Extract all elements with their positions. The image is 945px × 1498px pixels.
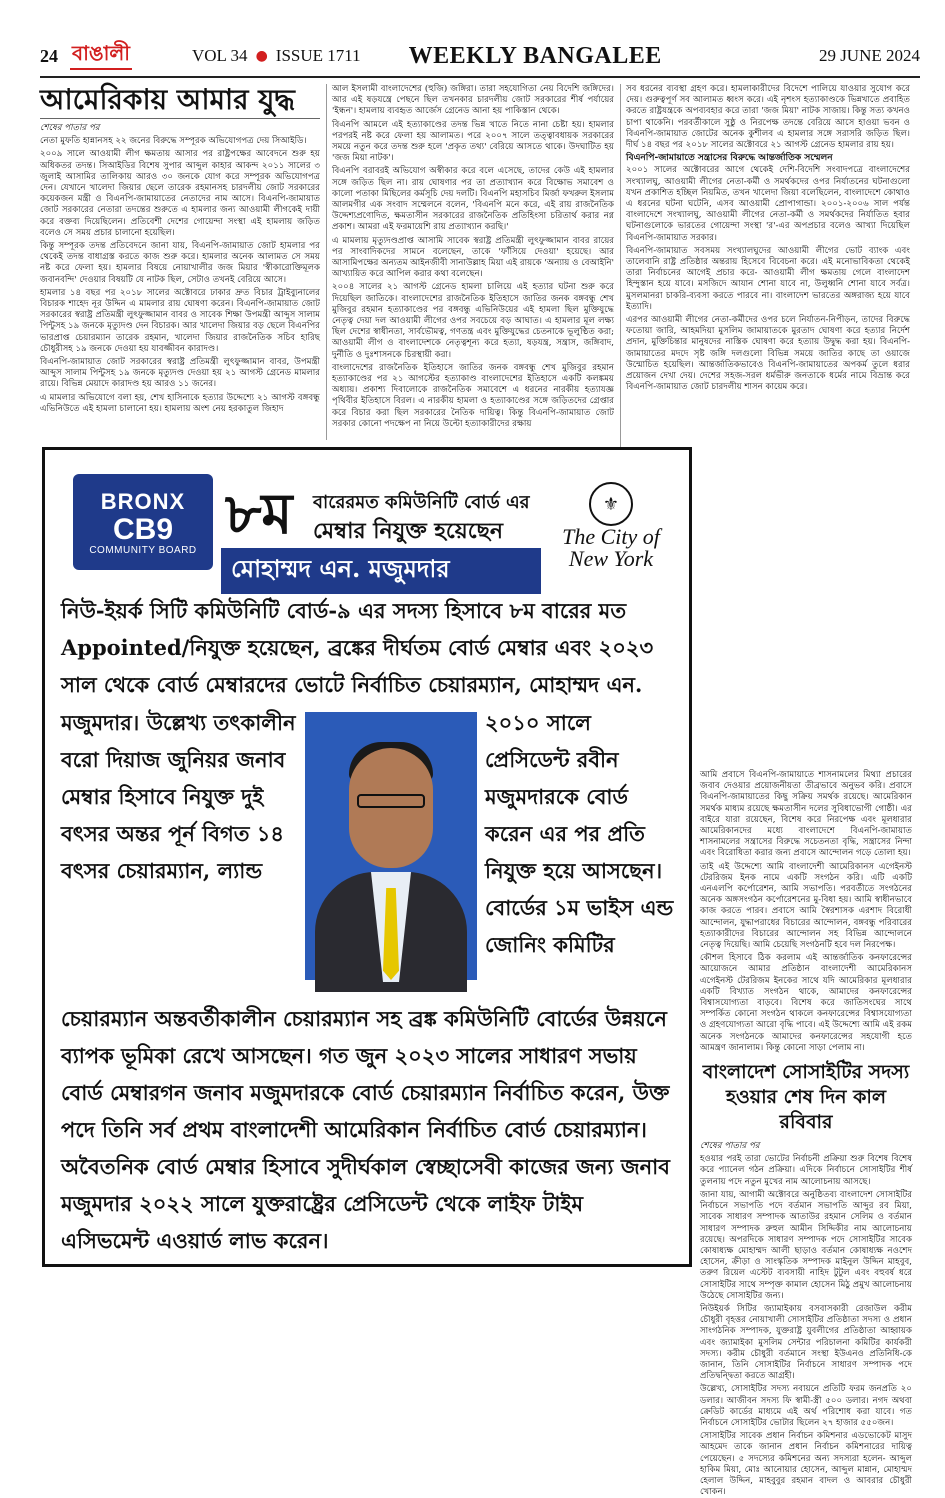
issue-label: ISSUE 1711: [275, 46, 361, 65]
banner-top-line: বারেরমত কমিউনিটি বোর্ড এর: [313, 492, 530, 513]
article1-col2: [332, 84, 614, 440]
paragraph: সব ধরনের ব্যবস্থা গ্রহণ করে। হামলাকারীদের বিদেশে পালিয়ে যাওয়ার সুযোগ করে দেয়। গুরুত্বপূর্ণ সব আলামত ধ্বংস করে। এই নৃশংস হত্যাকাণ্ডকে ভিন্নখাতে প্রবাহিত করতে রাষ্ট্রযন্ত্রকে অপব্যবহার করে তারা 'জজ মিয়া' নাটক সাজায়। কিন্তু সত্য কখনও চাপা থাকেনি। পরবর্তীকালে সুষ্ঠু ও নিরপেক্ষ তদন্তে বেরিয়ে আসে হাওয়া ভবন ও বিএনপি-জামায়াত জোটের অনেক কুশীলব এ হামলার সঙ্গে সরাসরি জড়িত ছিল। দীর্ঘ ১৪ বছর পর ২০১৮ সালের অক্টোবরে ২১ আগস্ট গ্রেনেড হামলার রায় হয়।: [626, 84, 910, 151]
paragraph: কিন্তু সম্পূরক তদন্ত প্রতিবেদনে জানা যায়, বিএনপি-জামায়াত জোট হামলার পর থেকেই তদন্ত বাধাগ্রস্ত করতে কাজ শুরু করে। হামলার অনেক আলামত সে সময় নষ্ট করে ফেলা হয়। হামলার বিষয়ে নোয়াখালীর জজ মিয়ার 'স্বীকারোক্তিমূলক জবানবন্দি' দেওয়ার বিষয়টি যে নাটক ছিল, সেটাও তখনই বেরিয়ে আসে।: [40, 241, 320, 285]
article2-title: বাংলাদেশ সোসাইটির সদস্য হওয়ার শেষ দিন কাল রবিবার: [702, 1061, 910, 1134]
paragraph: আমি প্রবাসে বিএনপি-জামায়াতে শাসনামলের মিথ্যা প্রচারের জবাব দেওয়ার প্রয়োজনীয়তা তীব্রভাবে অনুভব করি। প্রবাসে বিএনপি-জামায়াতের কিছু সক্রিয় সমর্থক রয়েছে। আমেরিকান সমর্থক মাধ্যম রয়েছে ক্ষমতাসীন দলের সুবিধাভোগী গোষ্ঠী। এর বাইরে যারা রয়েছেন, বিশেষ করে নিরপেক্ষ এবং মূলধারার আমেরিকানদের মধ্যে বাংলাদেশে বিএনপি-জামায়াত শাসনামলের সন্ত্রাসের বিরুদ্ধে সচেতনতা বৃদ্ধি, সন্ত্রাসের নিন্দা এবং বিরোধিতা করার জন্য প্রবাসে আন্দোলন গড়ে তোলা হয়।: [700, 770, 912, 859]
paragraph: বিএনপি আমলে এই হত্যাকাণ্ডের তদন্ত ভিন্ন খাতে নিতে নানা চেষ্টা হয়। হামলার পরপরই নষ্ট করে ফেলা হয় আলামত। পরে ২০০৭ সালে তত্ত্বাবধায়ক সরকারের সময়ে নতুন করে তদন্ত শুরু হলে 'প্রকৃত তথ্য' বেরিয়ে আসতে থাকে। উদঘাটিত হয় 'জজ মিয়া নাটক'।: [332, 119, 614, 164]
ad-text-left: মজুমদার। উল্লেখ্য তৎকালীন বরো দিয়াজ জুনিয়র জনাব মেম্বার হিসাবে নিযুক্ত দুই বৎসর অন্তর পূর্ন বিগত ১৪ বৎসর চেয়ারম্যান, ল্যান্ড: [61, 710, 296, 883]
nyc-seal-icon: ⚜: [589, 482, 633, 526]
paragraph: তাই এই উদ্দেশ্যে আমি বাংলাদেশী আমেরিকানস এগেইনস্ট টেররিজম ইনক নামে একটি সংগঠন করি। এটি একটি এনএলপি কর্পোরেশন, আমি সভাপতি। পরবর্তীতে সংগঠনের অনেক অঙ্গসংগঠন কর্পোরেশনের মু-বিধা হয়। আমি স্বাধীনভাবে কাজ করতে পারব। প্রবাসে আমি স্বৈরশাসক এরশাদ বিরোধী আন্দোলন, যুদ্ধাপরাধের বিচারের আন্দোলন, বঙ্গবন্ধু পরিবারের হত্যাকারীদের বিচারের আন্দোলন সহ বিভিন্ন আন্দোলনে নেতৃত্ব দিয়েছি। আমি চেয়েছি সংগঠনটি হবে দল নিরপেক্ষ।: [700, 861, 912, 951]
board-member-ad: [42, 447, 692, 1267]
issue-date: 29 JUNE 2024: [818, 46, 920, 65]
paragraph: ২০০৯ সালে আওয়ামী লীগ ক্ষমতায় আসার পর রাষ্ট্রপক্ষের আবেদনে শুরু হয় অধিকতর তদন্ত। সিআইডির বিশেষ সুপার আব্দুল কাহার আকন্দ ২০১১ সালের ৩ জুলাই আসামির তালিকায় আরও ৩০ জনকে যোগ করে সম্পূরক অভিযোগপত্র দেন। যেখানে খালেদা জিয়ার ছেলে তারেক রহমানসহ চারদলীয় জোট সরকারের কয়েকজন মন্ত্রী ও বিএনপি-জামায়াতের নেতাদের নাম আসে। বিএনপি-জামায়াত জোট সরকারের নেতারা তদন্তের শুরুতে এ হামলার জন্য আওয়ামী লীগকেই দায়ী করে বক্তব্য দিয়েছিলেন। প্রতিবেশী দেশের গোয়েন্দা সংস্থা এই হামলায় জড়িত বলেও সে সময় প্রচার চালানো হয়েছিল।: [40, 149, 320, 238]
bangalee-logo: বাঙালী: [70, 42, 132, 70]
community-board-logo-text: COMMUNITY BOARD: [89, 544, 197, 556]
banner-name: মোহাম্মদ এন. মজুমদার: [221, 548, 541, 594]
paragraph: বিএনপি-জামায়াত জোট সরকারের স্বরাষ্ট্র প্রতিমন্ত্রী লুৎফুজ্জামান বাবর, উপমন্ত্রী আব্দুস সালাম পিন্টুসহ ১৯ জনকে মৃত্যুদণ্ড দেওয়া হয় ২১ আগস্ট গ্রেনেড মামলার রায়ে। বিভিন্ন মেয়াদে কারাদণ্ড হয় আরও ১১ জনের।: [40, 357, 320, 390]
volume-label: VOL 34: [192, 46, 248, 65]
paragraph: সোসাইটির সাবেক প্রধান নির্বাচন কমিশনার এডভোকেট মাসুদ আহমেদ তাকে জানান প্রধান নির্বাচন কমিশনারের দায়িত্ব পেয়েছেন। ৫ সদস্যের কমিশনের অন্য সদস্যরা হলেন- আব্দুল হাকিম মিয়া, মোঃ আনোয়ার হোসেন, আব্দুল মান্নান, মোহাম্মদ হেলাল উদ্দিন, মাহবুবুর রহমান বাদল ও আবরার চৌধুরী খোকন।: [700, 1431, 912, 1498]
paragraph: উল্লেখ্য, সোসাইটির সদস্য নবায়নে প্রতিটি ফরম জনপ্রতি ২০ ডলার। আজীবন সদস্য ফি স্বামী-স্ত্রী ৫০০ ডলার। নগদ অথবা ক্রেডিট কার্ডের মাধ্যমে এই অর্থ পরিশোধ করা যাবে। গত নির্বাচনে সোসাইটির ভোটার ছিলেন ২৭ হাজার ৫৫০জন।: [700, 1384, 912, 1428]
ad-text-right: ২০১০ সালে প্রেসিডেন্ট রবীন মজুমদারকে বোর্ড করেন এর পর প্রতি নিযুক্ত হয়ে আসছেন। বোর্ডের ১ম ভাইস এন্ড জোনিং কমিটির: [485, 710, 674, 957]
nyc-logo: [551, 476, 671, 576]
article1-col1: [40, 84, 320, 440]
paragraph: ২০০৪ সালের ২১ আগস্ট গ্রেনেড হামলা চালিয়ে এই হত্যার ঘটনা শুরু করে দিয়েছিল জাতিকে। বাংলাদেশের রাজনৈতিক ইতিহাসে জাতির জনক বঙ্গবন্ধু শেখ মুজিবুর রহমান হত্যাকাণ্ডের পর বঙ্গবন্ধু এভিনিউয়ের এই হামলা ছিল মুক্তিযুদ্ধে নেতৃত্ব দেয়া দল আওয়ামী লীগের ওপর সবচেয়ে বড় আঘাত। এ হামলার মূল লক্ষ্য ছিল দেশের স্বাধীনতা, সার্বভৌমত্ব, গণতন্ত্র এবং মুক্তিযুদ্ধের চেতনাকে ভূলুণ্ঠিত করা; আওয়ামী লীগ ও বাংলাদেশকে নেতৃত্বশূন্য করে হত্যা, ষড়যন্ত্র, সন্ত্রাস, জঙ্গিবাদ, দুর্নীতি ও দুঃশাসনকে চিরস্থায়ী করা।: [332, 282, 614, 360]
paragraph: বিএনপি বরাবরই অভিযোগ অস্বীকার করে বলে এসেছে, তাদের কেউ এই হামলার সঙ্গে জড়িত ছিল না। রায় ঘোষণার পর তা প্রত্যাখ্যান করে বিক্ষোভ সমাবেশ ও কালো পতাকা মিছিলের কর্মসূচি দেয় দলটি। বিএনপি মহাসচিব মির্জা ফখরুল ইসলাম আলমগীর এক সংবাদ সম্মেলনে বলেন, 'বিএনপি মনে করে, এই রায় রাজনৈতিক উদ্দেশ্যপ্রণোদিত, ক্ষমতাসীন সরকারের রাজনৈতিক প্রতিহিংসা চরিতার্থ করার নগ্ন প্রকাশ। আমরা এই ফরমায়েশি রায় প্রত্যাখ্যান করছি।': [332, 166, 614, 233]
paragraph: হওয়ার পরই তারা ভোটের নির্বাচনী প্রক্রিয়া শুরু বিশেষ বিশেষ করে প্যানেল গঠন প্রক্রিয়া। এদিকে নির্বাচনে সোসাইটির শীর্ষ তুলনায় পদে নতুন মুখের নাম আলোচনায় আসছে।: [700, 1154, 912, 1187]
ad-text-bottom: চেয়ারম্যান অন্তবর্তীকালীন চেয়ারম্যান সহ ব্রঙ্ক কমিউনিটি বোর্ডের উন্নয়নে ব্যাপক ভূমিকা রেখে আসছেন। গত জুন ২০২৩ সালের সাধারণ সভায় বোর্ড মেম্বারগন জনাব মজুমদারকে বোর্ড চেয়ারম্যান নির্বাচিত করেন, উক্ত পদে তিনি সর্ব প্রথম বাংলাদেশী আমেরিকান নির্বাচিত বোর্ড চেয়ারম্যান। অবৈতনিক বোর্ড মেম্বার হিসাবে সুদীর্ঘকাল স্বেচ্ছাসেবী কাজের জন্য জনাব মজুমদার ২০২২ সালে যুক্তরাষ্ট্রের প্রেসিডেন্ট থেকে লাইফ টাইম এসিভমেন্ট এওয়ার্ড লাভ করেন।: [61, 1006, 670, 1253]
column-divider: [326, 84, 327, 440]
article2-lede: শেষের পাতার পর: [700, 1141, 760, 1152]
bronx-cb9-logo: [73, 474, 213, 570]
page-header: [40, 38, 920, 74]
article1-lede: শেষের পাতার পর: [40, 123, 100, 133]
ordinal-number: ৮ম: [225, 481, 293, 547]
masthead: WEEKLY BANGALEE: [408, 42, 662, 69]
paragraph: ২০০১ সালের অক্টোবরের আগে থেকেই দেশি-বিদেশি সংবাদপত্রে বাংলাদেশের সংখ্যালঘু, আওয়ামী লীগের নেতা-কর্মী ও সমর্থকদের ওপর নির্যাতনের ঘটনাগুলো যখন প্রকাশিত হচ্ছিল নিয়মিত, তখন খালেদা জিয়া বলেছিলেন, বাংলাদেশে কোথাও এ ধরনের ঘটনা ঘটেনি, এসব আওয়ামী প্রোপাগান্ডা। ২০০১-২০০৬ সাল পর্যন্ত বাংলাদেশে সংখ্যালঘু, আওয়ামী লীগের নেতা-কর্মী ও সমর্থকদের নির্যাতিত হবার ঘটনাগুলোকে ভারতের গোয়েন্দা সংস্থা 'র'-এর অপপ্রচার বলেও আখ্যা দিয়েছিল বিএনপি-জামায়াত সরকার।: [626, 165, 910, 243]
paragraph: নিউইয়র্ক সিটির জ্যামাইকায় বসবাসকারী রেজাউল করীম চৌধুরী বৃহত্তর নোয়াখালী সোসাইটির প্রতিষ্ঠাতা সদস্য ও প্রধান সাংগঠনিক সম্পাদক, যুক্তরাষ্ট্র যুবলীগের প্রতিষ্ঠাতা আহ্বায়ক এবং জ্যামাইকা মুসলিম সেন্টার পরিচালনা কমিটির কার্যকরী সদস্য। করীম চৌধুরী বর্তমানে সংস্থা ইউএনও প্রতিনিধি-কে জানান, তিনি সোসাইটির নির্বাচনে সাধারণ সম্পাদক পদে প্রতিদ্বন্দ্বিতা করতে আগ্রহী।: [700, 1303, 912, 1382]
paragraph: নেতা মুফতি হান্নানসহ ২২ জনের বিরুদ্ধে সম্পূরক অভিযোগপত্র দেয় সিআইডি।: [40, 136, 307, 147]
page-number: 24: [40, 45, 58, 66]
paragraph: আল ইসলামী বাংলাদেশের (হুজি) জঙ্গিরা। তারা সহযোগিতা নেয় বিদেশি জঙ্গিদের। আর এই ষড়যন্ত্রে পেছনে ছিল তখনকার চারদলীয় জোট সরকারের শীর্ষ পর্যায়ের 'ইন্ধন'। হামলায় ব্যবহৃত আর্জেস গ্রেনেড আনা হয় পাকিস্তান থেকে।: [332, 84, 614, 117]
header-rule: [40, 76, 920, 78]
right-lower-column: [700, 770, 912, 1498]
cb9-logo-text: CB9: [112, 512, 173, 546]
paragraph: জানা যায়, আগামী অক্টোবরে অনুষ্ঠিতব্য বাংলাদেশ সোসাইটির নির্বাচনে সভাপতি পদে বর্তমান সভাপতি আব্দুর রব মিয়া, সাবেক সাধারণ সম্পাদক আতাউর রহমান সেলিম ও বর্তমান সাধারণ সম্পাদক রুহুল আমীন সিদ্দিকীর নাম আলোচনায় রয়েছে। অপরদিকে সাধারণ সম্পাদক পদে সোসাইটির সাবেক কোষাধ্যক্ষ মোহাম্মদ আলী ছাড়াও বর্তমান কোষাধ্যক্ষ নওশেদ হোসেন, ক্রীড়া ও সাংস্কৃতিক সম্পাদক মাইনুল উদ্দিন মাহবুব, তরুণ রিয়েল এস্টেট ব্যবসায়ী নাহিদ টুটুল এবং বহুবর্ষ ধরে সোসাইটির সাথে সম্পৃক্ত কামাল হোসেন মিঠু প্রমুখ আলোচনায় উঠেছে সোসাইটির জন্য।: [700, 1189, 912, 1301]
article1-title: আমেরিকায় আমার যুদ্ধ: [40, 84, 320, 119]
paragraph: এ মামলার অভিযোগে বলা হয়, শেখ হাসিনাকে হত্যার উদ্দেশ্যে ২১ আগস্ট বঙ্গবন্ধু এভিনিউতে এই হামলা চালানো হয়। হামলায় অংশ নেয় হরকাতুল জিহাদ: [40, 392, 320, 414]
ad-text-top: নিউ-ইয়র্ক সিটি কমিউনিটি বোর্ড-৯ এর সদস্য হিসাবে ৮ম বারের মত Appointed/নিযুক্ত হয়েছেন, ব্রঙ্কের দীর্ঘতম বোর্ড মেম্বার এবং ২০২৩ সাল থেকে বোর্ড মেম্বারদের ভোটে নির্বাচিত চেয়ারম্যান, মোহাম্মদ এন.: [61, 598, 654, 697]
portrait-photo: [305, 712, 477, 980]
paragraph: বাংলাদেশের রাজনৈতিক ইতিহাসে জাতির জনক বঙ্গবন্ধু শেখ মুজিবুর রহমান হত্যাকাণ্ডের পর ২১ আগস্টের হত্যাকাণ্ড বাংলাদেশের ইতিহাসে একটি কলঙ্কময় অধ্যায়। প্রকাশ্য দিবালোকে রাজনৈতিক সমাবেশে এ ধরনের নারকীয় হত্যাযজ্ঞ পৃথিবীর ইতিহাসে বিরল। এ নারকীয় হামলা ও হত্যাকাণ্ডের সঙ্গে জড়িতদের গ্রেপ্তার করে বিচার করা ছিল সরকারের নৈতিক দায়িত্ব। কিন্তু বিএনপি-জামায়াত জোট সরকার কোনো পদক্ষেপ না নিয়ে উল্টো হত্যাকারীদের রক্ষায়: [332, 362, 614, 429]
bronx-logo-text: BRONX: [100, 488, 186, 514]
paragraph: এ মামলায় মৃত্যুদণ্ডপ্রাপ্ত আসামি সাবেক স্বরাষ্ট্র প্রতিমন্ত্রী লুৎফুজ্জামান বাবর রায়ের পর সাংবাদিকদের সামনে বলেছেন, তাকে 'ফাঁসিয়ে দেওয়া' হয়েছে। আর আসামিপক্ষের অন্যতম আইনজীবী সানাউল্লাহ মিয়া এই রায়কে 'অন্যায় ও বেআইনি' আখ্যায়িত করে আপিল করার কথা বলেছেন।: [332, 235, 614, 280]
paragraph: এরপর আওয়ামী লীগের নেতা-কর্মীদের ওপর চলে নির্যাতন-নিপীড়ন, তাদের বিরুদ্ধে ফতোয়া জারি, আহমদিয়া মুসলিম জামায়াতকে মুরতাদ ঘোষণা করে হত্যার নির্দেশ প্রদান, মুক্তিচিন্তার মানুষদের নাস্তিক ঘোষণা করে হত্যায় উদ্বুদ্ধ করা হয়। বিএনপি-জামায়াতের মদদে সৃষ্ট জঙ্গি দলগুলো বিভিন্ন সময়ে জাতির কাছে তা ওয়াজে উন্মোচিত হয়েছিল। আন্তর্জাতিকভাবেও বিএনপি-জামায়াতের অপকর্ম তুলে ধরার প্রয়োজন দেখা দেয়। দেশের সহজ-সরল ধর্মভীরু জনতাকে ধর্মের নামে বিভ্রান্ত করে বিএনপি-জামায়াত জোট চারদলীয় শাসন কায়েম করে।: [626, 315, 910, 393]
paragraph: বিএনপি-জামায়াত সবসময় সংখ্যালঘুদের আওয়ামী লীগের ভোট ব্যাংক এবং তালেবানি রাষ্ট্র প্রতিষ্ঠার অন্তরায় হিসেবে বিবেচনা করে। এই মনোভাবিকতা থেকেই তারা নির্বাচনের আগেই প্রচার করে- আওয়ামী লীগ ক্ষমতায় গেলে বাংলাদেশ হিন্দুস্তান হয়ে যাবে। মসজিদে আযান শোনা যাবে না, উলুধ্বনি শোনা যাবে সর্বত্র। মুসলমানরা চাকরি-ব্যবসা করতে পারবে না। বাংলাদেশ ভারতের অঙ্গরাজ্য হয়ে যাবে ইত্যাদি।: [626, 245, 910, 312]
article1-subhead: বিএনপি-জামায়াতে সন্ত্রাসের বিরুদ্ধে আন্তর্জাতিক সম্মেলন: [626, 153, 833, 164]
paragraph: হামলার ১৪ বছর পর ২০১৮ সালের অক্টোবরে ঢাকার দ্রুত বিচার ট্রাইব্যুনালের বিচারক শাহেদ নূর উদ্দিন এ মামলার রায় ঘোষণা করেন। বিএনপি-জামায়াত জোট সরকারের স্বরাষ্ট্র প্রতিমন্ত্রী লুৎফুজ্জামান বাবর ও সাবেক শিক্ষা উপমন্ত্রী আব্দুস সালাম পিন্টুসহ ১৯ জনকে মৃত্যুদণ্ড দেন বিচারক। আর খালেদা জিয়ার বড় ছেলে বিএনপির ভারপ্রাপ্ত চেয়ারম্যান তারেক রহমান, খালেদা জিয়ার রাজনৈতিক সচিব হারিছ চৌধুরীসহ ১৯ জনকে দেওয়া হয় যাবজ্জীবন কারাদণ্ড।: [40, 287, 320, 354]
separator-dot-icon: ●: [255, 48, 268, 64]
nyc-logo-text: The City of New York: [562, 524, 660, 571]
paragraph: কৌশল হিসাবে ঠিক করলাম এই আন্তর্জাতিক কনফারেন্সের আয়োজনে আমার প্রতিষ্ঠান বাংলাদেশী আমেরিকানস এগেইনস্ট টেররিজম ইনকের সাথে যদি আমেরিকার মূলধারার একটি বিখ্যাত সংগঠন থাকে, আমাদের কনফারেন্সের বিশ্বাসযোগ্যতা বাড়বে। বিশেষ করে জাতিসংঘের সাথে সম্পর্কিত কোনো সংগঠন থাকলে কনফারেন্সের বিশ্বাসযোগ্যতা ও গ্রহণযোগ্যতা আরো বৃদ্ধি পাবে। এই উদ্দেশ্যে আমি এই রকম অনেক সংগঠনকে আমাদের কনফারেন্সের সহযোগী হতে আমন্ত্রণ জানালাম। কিন্তু কোনো সাড়া পেলাম না।: [700, 953, 912, 1053]
banner-mid-line: মেম্বার নিযুক্ত হয়েছেন: [313, 518, 504, 544]
